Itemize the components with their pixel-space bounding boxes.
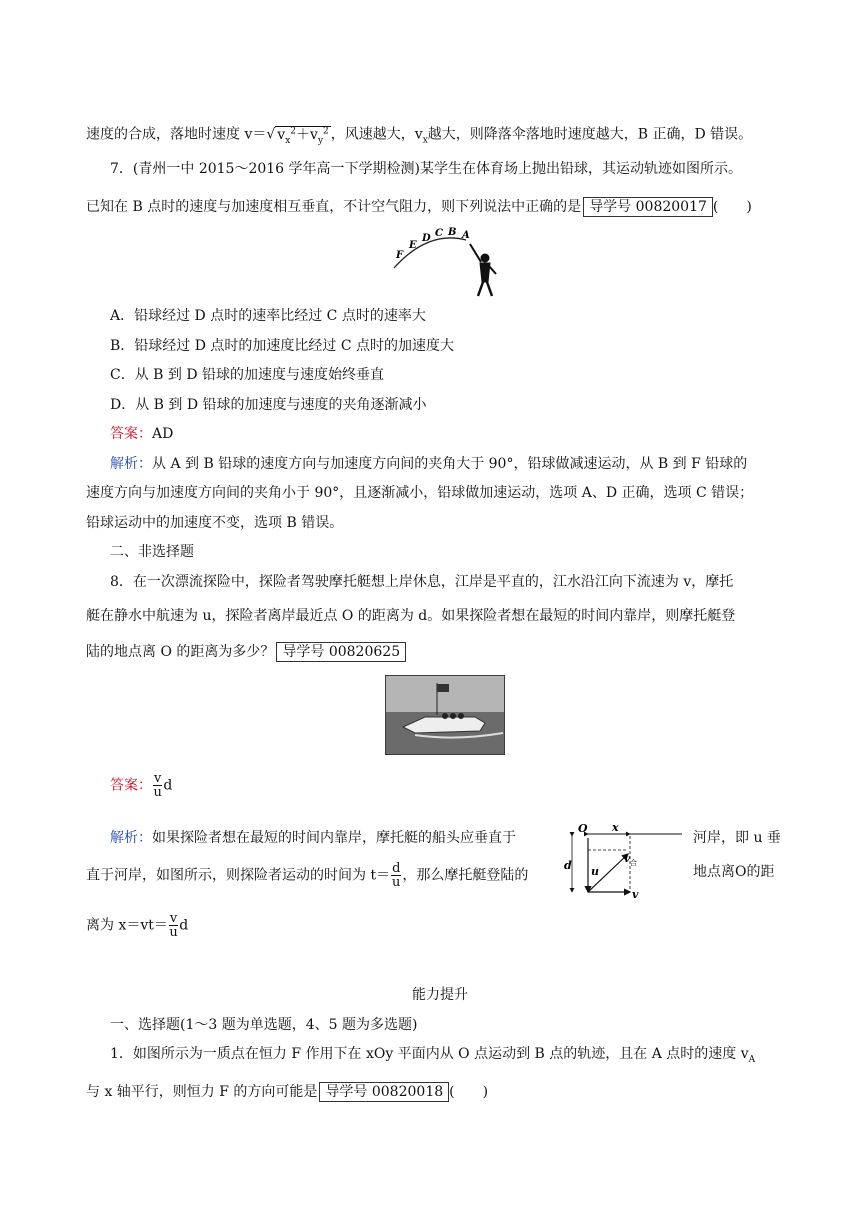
analysis-label: 解析：	[110, 456, 152, 472]
fraction	[391, 862, 401, 889]
answer-paren: ( )	[449, 1084, 489, 1100]
label-he: 合	[630, 859, 637, 867]
guide-code: 导学号 00820017	[583, 197, 713, 217]
point-label: D	[422, 233, 431, 244]
text: 1．如图所示为一质点在恒力 F 作用下在 xOy 平面内从 O 点运动到 B 点的轨迹，且在 A 点时的速度 v	[110, 1046, 749, 1062]
analysis-line1-right: 河岸，即 u 垂	[693, 830, 781, 846]
answer-value: AD	[152, 426, 174, 442]
numerator: v	[154, 771, 162, 786]
option-d: D．从 B 到 D 铅球的加速度与速度的夹角逐渐减小	[110, 397, 427, 413]
point-label: E	[409, 240, 417, 251]
section-heading: 一、选择题(1～3 题为单选题，4、5 题为多选题)	[110, 1017, 418, 1033]
question-7-line2	[86, 197, 752, 217]
question-7-line1: 7．(青州一中 2015～2016 学年高一下学期检测)某学生在体育场上抛出铅球，其运动轨迹如图所示。	[110, 161, 742, 177]
point-label: B	[448, 227, 457, 238]
text: 直于河岸，如图所示，则探险者运动的时间为 t＝	[86, 867, 391, 884]
text: 与 x 轴平行，则恒力 F 的方向可能是	[86, 1084, 318, 1100]
var: d	[163, 777, 173, 794]
question-1-line2	[86, 1082, 488, 1102]
analysis-line3	[86, 912, 188, 939]
text: ，那么摩托艇登陆的	[402, 867, 529, 884]
label-v: v	[632, 888, 639, 901]
text: 已知在 B 点时的速度与加速度相互垂直，不计空气阻力，则下列说法中正确的是	[86, 199, 582, 215]
analysis-line2	[86, 862, 528, 889]
text: 速度的合成，落地时速度 v＝	[86, 126, 267, 143]
fraction	[169, 912, 178, 939]
var: v	[277, 126, 286, 143]
subscript: A	[748, 1054, 756, 1065]
var: x	[422, 135, 428, 146]
numerator: v	[169, 911, 178, 926]
numerator: d	[392, 861, 401, 876]
text: ，风速越大，v	[330, 126, 423, 143]
denominator: u	[169, 925, 178, 940]
point-label: F	[396, 250, 404, 261]
text: 从 A 到 B 铅球的速度方向与加速度方向间的夹角大于 90°，铅球做减速运动，从 B 到 F 铅球的	[152, 456, 748, 472]
text: 越大，则降落伞落地时速度越大，B 正确，D 错误。	[427, 126, 753, 143]
text: 离为 x＝vt＝	[86, 917, 168, 934]
question-8-line2: 艇在静水中航速为 u，探险者离岸最近点 O 的距离为 d。如果探险者想在最短的时间内靠岸，则摩托艇登	[86, 608, 736, 624]
var: x	[285, 135, 291, 146]
answer-line	[110, 424, 173, 444]
text: 如果探险者想在最短的时间内靠岸，摩托艇的船头应垂直于	[152, 830, 516, 846]
var: y	[317, 135, 324, 146]
guide-code: 导学号 00820625	[276, 642, 406, 662]
label-v-he: v	[624, 854, 630, 865]
label-u: u	[591, 865, 599, 878]
speedboat-photo	[385, 675, 505, 755]
analysis-line1	[110, 828, 516, 848]
shot-put-figure	[388, 224, 508, 300]
option-b: B．铅球经过 D 点时的加速度比经过 C 点时的加速度大	[110, 338, 455, 354]
text: 陆的地点离 O 的距离为多少？	[86, 644, 275, 660]
point-label: A	[462, 230, 470, 241]
point-label: C	[435, 228, 443, 239]
text-line	[86, 121, 752, 150]
label-d: d	[564, 859, 572, 872]
denominator: u	[392, 875, 401, 890]
section-title: 能力提升	[412, 987, 468, 1003]
analysis-line1	[110, 454, 747, 474]
section-heading: 二、非选择题	[110, 544, 194, 560]
sqrt-formula: √ $v_x^2+v_y^2$	[266, 126, 329, 146]
var: d	[179, 917, 189, 934]
var: v	[310, 126, 318, 143]
label-x: x	[612, 822, 619, 834]
velocity-diagram	[560, 822, 685, 902]
answer-paren: ( )	[712, 199, 752, 215]
question-8-line3	[86, 642, 406, 662]
answer-label: 答案：	[110, 777, 152, 794]
analysis-label: 解析：	[110, 830, 152, 846]
label-o: O	[578, 822, 588, 835]
analysis-line2-right: 地点离O的距	[693, 864, 775, 880]
guide-code: 导学号 00820018	[319, 1082, 449, 1102]
athlete-figure	[470, 244, 496, 296]
option-a: A．铅球经过 D 点时的速率比经过 C 点时的速率大	[110, 308, 426, 324]
answer-label: 答案：	[110, 426, 152, 442]
question-1-line1	[110, 1044, 755, 1070]
analysis-line2: 速度方向与加速度方向间的夹角小于 90°，且逐渐减小，铅球做加速运动，选项 A、D 正确，选项 C 错误；	[86, 485, 754, 501]
question-8-line1: 8．在一次漂流探险中，探险者驾驶摩托艇想上岸休息，江岸是平直的，江水沿江向下流速为 v，摩托	[110, 574, 734, 590]
option-c: C．从 B 到 D 铅球的加速度与速度始终垂直	[110, 367, 385, 383]
answer-line	[110, 772, 172, 808]
analysis-line3: 铅球运动中的加速度不变，选项 B 错误。	[86, 515, 344, 531]
fraction	[153, 772, 162, 799]
denominator: u	[153, 785, 162, 800]
